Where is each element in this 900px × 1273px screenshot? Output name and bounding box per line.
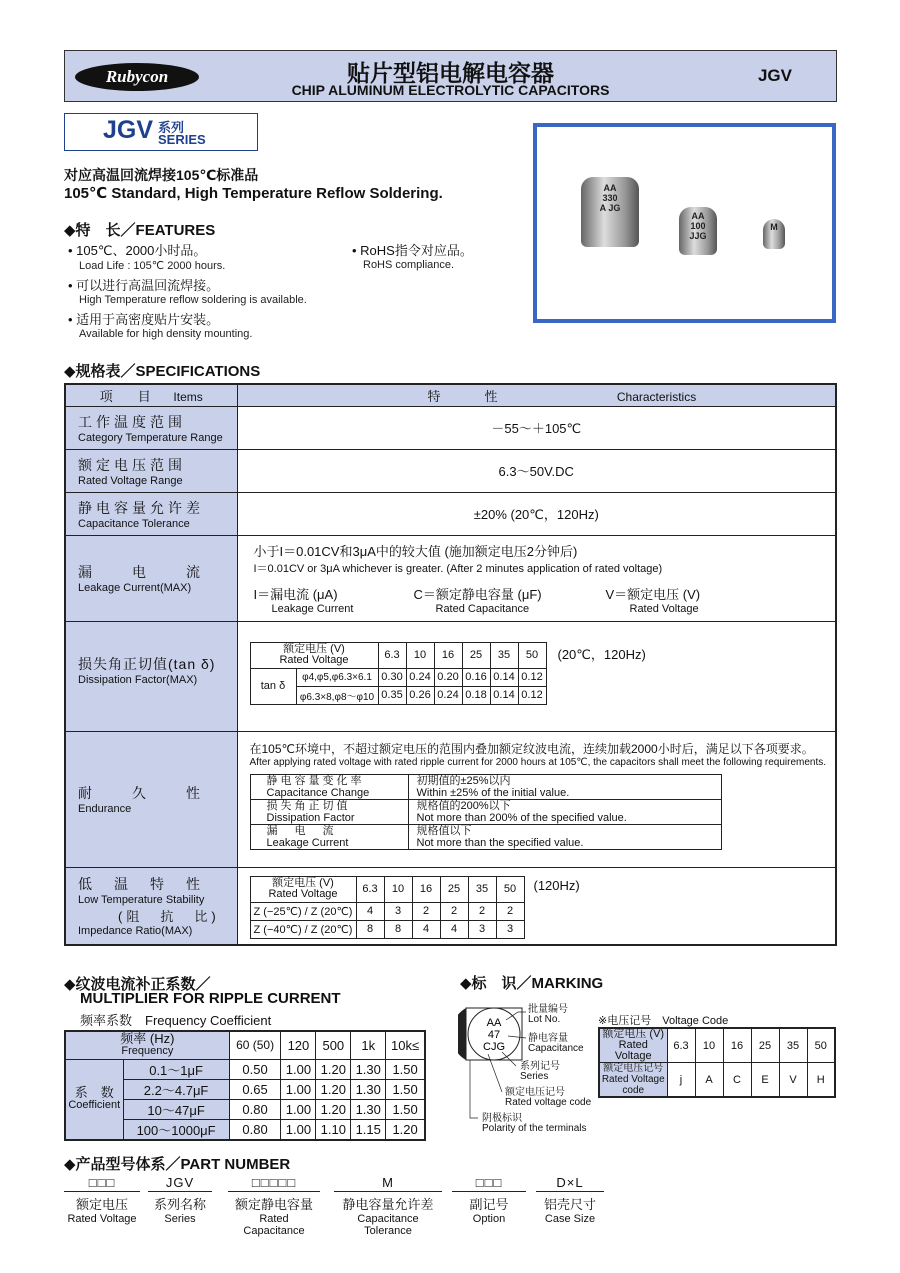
mark-label-en: Lot No. (528, 1014, 561, 1025)
pn-item (148, 1175, 212, 1225)
mark-label-cn: 系列记号 (520, 1061, 560, 1072)
spec-label (65, 731, 237, 867)
endurance-value (237, 731, 836, 867)
range-cell: 10～47μF (123, 1099, 229, 1119)
rv-cn: 额定电压 (V) (272, 877, 334, 889)
pn-code: D×L (536, 1175, 604, 1192)
end-req-en: Not more than the specified value. (416, 836, 584, 849)
mark-label (520, 1062, 560, 1082)
pn-en: Series (164, 1213, 196, 1225)
end-item (250, 774, 408, 799)
label-cn: 漏 电 流 (78, 564, 204, 580)
end-item-en: Capacitance Change (266, 786, 370, 799)
z-cell: 4 (440, 920, 468, 938)
z-cell: 3 (468, 920, 496, 938)
mark-label-en: Polarity of the terminals (482, 1123, 587, 1134)
ripple-heading-1: ◆纹波电流补正系数／ (64, 976, 211, 993)
title-en: CHIP ALUMINUM ELECTROLYTIC CAPACITORS (291, 82, 610, 98)
end-item-cn: 漏 电 流 (266, 824, 337, 837)
rc-cn: 额定电压记号 (603, 1063, 664, 1074)
leader-line (470, 1060, 478, 1118)
volt-cell: 35 (490, 642, 518, 668)
size-cell: φ4,φ5,φ6.3×6.1 (296, 668, 378, 686)
mk-rc-head (599, 1063, 667, 1098)
pn-en: Capacitance Tolerance (357, 1213, 419, 1237)
z-cell: 2 (440, 902, 468, 920)
label-en: Dissipation Factor(MAX) (78, 673, 198, 686)
rc-en: Rated Voltage code (601, 1074, 665, 1096)
coef-cell: 1.50 (386, 1059, 425, 1079)
coef-cell: 1.20 (316, 1059, 351, 1079)
tan-label: tan δ (250, 668, 296, 704)
feature-en: Load Life : 105℃ 2000 hours. (79, 260, 226, 272)
df-cell: 0.26 (406, 686, 434, 704)
freq-cell: 10k≤ (386, 1031, 425, 1059)
spec-value: ±20% (20℃，120Hz) (237, 492, 836, 535)
pn-en: Rated Capacitance (243, 1213, 305, 1237)
mk-code: V (779, 1063, 807, 1098)
spec-label (65, 406, 237, 449)
def-a: I＝漏电流 (μA) (253, 587, 338, 602)
rv-en: Rated Voltage (268, 888, 338, 900)
mark-label-cn: 静电容量 (528, 1033, 568, 1044)
chip-code: CJG (483, 1041, 505, 1053)
df-cell: 0.20 (434, 668, 462, 686)
def-a: C＝额定静电容量 (μF) (413, 587, 542, 602)
head-items-en: Items (173, 389, 203, 404)
coef-cell: 1.00 (281, 1079, 316, 1099)
mark-label-cn: 额定电压记号 (505, 1087, 565, 1098)
spec-value: －55～＋105℃ (237, 406, 836, 449)
pn-code: M (334, 1175, 442, 1192)
series-code: JGV (757, 66, 792, 85)
freq-cell: 500 (316, 1031, 351, 1059)
series-en: SERIES (158, 132, 206, 147)
chip-lot: AA (486, 1017, 502, 1029)
df-cell: 0.12 (518, 668, 546, 686)
freq-cn: 频率 (Hz) (120, 1031, 175, 1047)
cap-mark: JJG (689, 231, 707, 241)
pn-en: Option (472, 1213, 506, 1225)
ripple-sub: 频率系数 Frequency Coefficient (80, 1013, 272, 1028)
df-value (237, 621, 836, 731)
df-rv-head (250, 642, 378, 668)
mk-volt: 6.3 (667, 1028, 695, 1063)
coef-cell: 1.10 (316, 1119, 351, 1140)
label-en: Capacitance Tolerance (78, 517, 190, 530)
leak-def (606, 584, 701, 615)
feature-cn: 可以进行高温回流焊接。 (76, 278, 220, 293)
label-cn2: (阻 抗 比) (118, 909, 220, 925)
spec-table (64, 383, 837, 946)
z-cell: 3 (496, 920, 524, 938)
lt-note: (120Hz) (533, 877, 580, 893)
cap-mark: A JG (599, 203, 621, 213)
pn-cn: 系列名称 (153, 1197, 206, 1212)
features-heading: ◆特 长／FEATURES (64, 222, 216, 239)
ripple-heading-2: MULTIPLIER FOR RIPPLE CURRENT (80, 990, 341, 1007)
leak-def (414, 584, 606, 615)
spec-label (65, 621, 237, 731)
mk-code: j (667, 1063, 695, 1098)
mark-label (528, 1005, 568, 1025)
df-cell: 0.35 (378, 686, 406, 704)
volt-cell: 16 (412, 876, 440, 902)
head-items-cn: 项 目 (99, 388, 157, 404)
end-item-cn: 损失角正切值 (266, 799, 351, 812)
label-en2: Impedance Ratio(MAX) (78, 925, 193, 938)
volt-cell: 10 (406, 642, 434, 668)
head-char-cn: 特 性 (427, 388, 504, 404)
pn-cn: 静电容量允许差 (342, 1197, 434, 1212)
feature-item: • 105℃、2000小时品。 Load Life : 105℃ 2000 hours. (68, 243, 226, 272)
z-cell: 2 (412, 902, 440, 920)
mk-volt: 50 (807, 1028, 835, 1063)
title-cn: 贴片型铝电解电容器 (347, 61, 554, 87)
capacitor-large (581, 177, 639, 247)
rv-en: Rated Voltage (279, 654, 349, 666)
mark-label-cn: 阴极标识 (482, 1113, 522, 1124)
subtitle-en: 105℃ Standard, High Temperature Reflow Soldering. (64, 185, 443, 202)
z-cell: 2 (496, 902, 524, 920)
series-name: JGV (103, 116, 154, 144)
pn-code: JGV (148, 1175, 212, 1192)
rv-cn: 额定电压 (V) (283, 643, 345, 655)
feature-item: • RoHS指令对应品。 RoHS compliance. (352, 243, 473, 271)
coef-cell: 0.65 (229, 1079, 281, 1099)
pn-en: Case Size (544, 1213, 596, 1225)
end-req-en: Not more than 200% of the specified value. (416, 811, 627, 824)
mk-volt: 35 (779, 1028, 807, 1063)
volt-cell: 10 (384, 876, 412, 902)
pn-code: □□□□□ (228, 1175, 320, 1192)
feature-item: • 适用于高密度贴片安装。 Available for high density mounting. (68, 312, 253, 340)
df-cell: 0.18 (462, 686, 490, 704)
range-cell: 0.1～1μF (123, 1059, 229, 1079)
z-label: Z (−40℃) / Z (20℃) (250, 920, 356, 938)
label-en: Leakage Current(MAX) (78, 582, 192, 594)
z-cell: 8 (384, 920, 412, 938)
voltage-code-title: ※电压记号 Voltage Code (598, 1015, 729, 1027)
label-cn: 耐 久 性 (78, 785, 204, 801)
pn-code: □□□ (64, 1175, 140, 1192)
pn-item (228, 1175, 320, 1237)
leak-en: I＝0.01CV or 3μA whichever is greater. (After 2 minutes application of rated voltage) (253, 563, 663, 575)
df-note: (20℃，120Hz) (557, 646, 646, 662)
feature-cn: 105℃、2000小时品。 (76, 243, 207, 258)
spec-label (65, 492, 237, 535)
chip-cap: 47 (487, 1029, 501, 1041)
freq-cell: 1k (351, 1031, 386, 1059)
label-en: Endurance (78, 803, 132, 815)
mk-code: E (751, 1063, 779, 1098)
marking-heading: ◆标 识／MARKING (460, 975, 604, 992)
coef-cell: 1.50 (386, 1079, 425, 1099)
mk-rv-head (599, 1028, 667, 1063)
pn-cn: 副记号 (469, 1197, 509, 1212)
z-cell: 2 (468, 902, 496, 920)
end-item (250, 824, 408, 849)
leak-def (254, 584, 414, 615)
def-b: Rated Voltage (629, 603, 699, 615)
end-req (408, 774, 721, 799)
df-cell: 0.30 (378, 668, 406, 686)
pn-en: Rated Voltage (67, 1213, 137, 1225)
label-en: Low Temperature Stability (78, 894, 205, 907)
df-cell: 0.16 (462, 668, 490, 686)
feature-cn: RoHS指令对应品。 (360, 243, 473, 258)
pn-item (452, 1175, 526, 1225)
end-req (408, 799, 721, 824)
spec-label (65, 449, 237, 492)
label-en: Rated Voltage Range (78, 474, 183, 487)
cap-mark: M (770, 222, 778, 232)
mk-volt: 25 (751, 1028, 779, 1063)
coef-cell: 1.20 (386, 1119, 425, 1140)
mark-label-en: Series (520, 1071, 549, 1082)
df-cell: 0.14 (490, 686, 518, 704)
coef-cell: 1.00 (281, 1119, 316, 1140)
coef-cn: 系 数 (74, 1085, 114, 1100)
def-b: Rated Capacitance (435, 603, 530, 615)
coef-cell: 0.50 (229, 1059, 281, 1079)
endurance-table (250, 774, 722, 850)
feature-en: High Temperature reflow soldering is available. (79, 294, 307, 306)
mk-code: A (695, 1063, 723, 1098)
mk-code: H (807, 1063, 835, 1098)
rubycon-logo: Rubycon (75, 63, 199, 91)
spec-label (65, 867, 237, 945)
mark-label (528, 1034, 584, 1054)
leak-defs (254, 584, 836, 615)
end-req-cn: 规格值以下 (416, 824, 472, 837)
mark-label-cn: 批量编号 (528, 1004, 568, 1015)
leakage-value (237, 535, 836, 621)
range-cell: 2.2～4.7μF (123, 1079, 229, 1099)
label-cn: 损失角正切值(tan δ) (78, 655, 216, 672)
feature-item: • 可以进行高温回流焊接。 High Temperature reflow soldering is available. (68, 278, 307, 306)
pn-code: □□□ (452, 1175, 526, 1192)
volt-cell: 50 (496, 876, 524, 902)
freq-cell: 60 (50) (229, 1031, 281, 1059)
header-banner (64, 50, 837, 102)
cap-mark: 330 (602, 193, 618, 203)
head-char (237, 384, 836, 406)
capacitor-small (763, 219, 785, 249)
feature-cn: 适用于高密度贴片安装。 (76, 312, 220, 327)
series-cn: 系列 (158, 120, 185, 135)
product-photo (533, 123, 836, 323)
label-cn: 工作温度范围 (78, 413, 186, 430)
end-req-cn: 初期值的±25%以内 (416, 774, 511, 787)
feature-en: RoHS compliance. (363, 259, 455, 271)
coef-cell: 1.20 (316, 1079, 351, 1099)
spec-value: 6.3～50V.DC (237, 449, 836, 492)
range-cell: 100～1000μF (123, 1119, 229, 1140)
volt-cell: 35 (468, 876, 496, 902)
z-label: Z (−25℃) / Z (20℃) (250, 902, 356, 920)
z-cell: 4 (356, 902, 384, 920)
end-req-cn: 规格值的200%以下 (416, 799, 511, 812)
end-en: After applying rated voltage with rated ripple current for 2000 hours at 105℃, the capacitors shall meet the following requirements. (249, 756, 827, 768)
coef-label (65, 1059, 123, 1140)
volt-cell: 6.3 (378, 642, 406, 668)
lowtemp-table (250, 876, 525, 939)
z-cell: 4 (412, 920, 440, 938)
label-cn: 额定电压范围 (78, 456, 186, 473)
coef-cell: 1.15 (351, 1119, 386, 1140)
coef-cell: 1.00 (281, 1099, 316, 1119)
label-en: Category Temperature Range (78, 431, 223, 444)
rv-en: Rated Voltage (614, 1039, 652, 1062)
specs-heading: ◆规格表／SPECIFICATIONS (64, 363, 261, 380)
coef-cell: 1.20 (316, 1099, 351, 1119)
volt-cell: 50 (518, 642, 546, 668)
coef-cell: 0.80 (229, 1099, 281, 1119)
label-cn: 低 温 特 性 (78, 876, 204, 893)
mark-label (482, 1114, 587, 1134)
volt-cell: 6.3 (356, 876, 384, 902)
coef-cell: 1.00 (281, 1059, 316, 1079)
rv-cn: 额定电压 (V) (602, 1028, 665, 1040)
spec-label (65, 535, 237, 621)
mk-volt: 16 (723, 1028, 751, 1063)
end-item-en: Dissipation Factor (266, 811, 355, 824)
cap-mark: AA (691, 211, 705, 221)
partnumber-heading: ◆产品型号体系／PART NUMBER (64, 1156, 291, 1173)
end-item-cn: 静电容量变化率 (266, 774, 365, 787)
def-b: Leakage Current (271, 603, 354, 615)
pn-item (64, 1175, 140, 1225)
coef-cell: 0.80 (229, 1119, 281, 1140)
pn-cn: 额定电压 (75, 1197, 128, 1212)
voltage-code-table (598, 1027, 836, 1098)
lt-rv-head (250, 876, 356, 902)
mark-label-en: Rated voltage code (505, 1097, 592, 1108)
z-cell: 8 (356, 920, 384, 938)
freq-head (65, 1031, 229, 1059)
volt-cell: 25 (440, 876, 468, 902)
mark-label-en: Capacitance (528, 1043, 584, 1054)
z-cell: 3 (384, 902, 412, 920)
feature-en: Available for high density mounting. (79, 328, 253, 340)
freq-cell: 120 (281, 1031, 316, 1059)
pn-cn: 铝壳尺寸 (543, 1197, 596, 1212)
df-cell: 0.14 (490, 668, 518, 686)
capacitor-medium (679, 207, 717, 255)
df-cell: 0.24 (406, 668, 434, 686)
df-cell: 0.12 (518, 686, 546, 704)
polarity-mark (458, 1008, 466, 1060)
ripple-table (64, 1030, 426, 1141)
series-box (64, 113, 258, 151)
subtitle-cn: 对应高温回流焊接105℃标准品 (64, 167, 259, 183)
mark-label (505, 1088, 591, 1108)
freq-en: Frequency (121, 1045, 174, 1058)
end-req-en: Within ±25% of the initial value. (416, 786, 570, 799)
pn-item (536, 1175, 604, 1225)
df-table (250, 642, 547, 705)
end-cn: 在105℃环境中，不超过额定电压的范围内叠加额定纹波电流，连续加载2000小时后，满足以下各项要求。 (249, 741, 814, 756)
leak-cn: 小于I＝0.01CV和3μA中的较大值 (施加额定电压2分钟后) (253, 544, 578, 559)
pn-item (334, 1175, 442, 1237)
mk-code: C (723, 1063, 751, 1098)
coef-cell: 1.30 (351, 1059, 386, 1079)
pn-cn: 额定静电容量 (234, 1197, 313, 1212)
volt-cell: 16 (434, 642, 462, 668)
cap-mark: AA (603, 183, 617, 193)
coef-en: Coefficient (68, 1099, 121, 1111)
coef-cell: 1.30 (351, 1099, 386, 1119)
label-cn: 静电容量允许差 (78, 499, 204, 516)
end-item (250, 799, 408, 824)
df-cell: 0.24 (434, 686, 462, 704)
mk-volt: 10 (695, 1028, 723, 1063)
size-cell: φ6.3×8,φ8～φ10 (296, 686, 378, 704)
end-req (408, 824, 721, 849)
coef-cell: 1.30 (351, 1079, 386, 1099)
end-item-en: Leakage Current (266, 836, 349, 849)
cap-mark: 100 (690, 221, 706, 231)
head-items (65, 384, 237, 406)
coef-cell: 1.50 (386, 1099, 425, 1119)
lowtemp-value (237, 867, 836, 945)
head-char-en: Characteristics (616, 389, 697, 404)
volt-cell: 25 (462, 642, 490, 668)
def-a: V＝额定电压 (V) (605, 587, 701, 602)
